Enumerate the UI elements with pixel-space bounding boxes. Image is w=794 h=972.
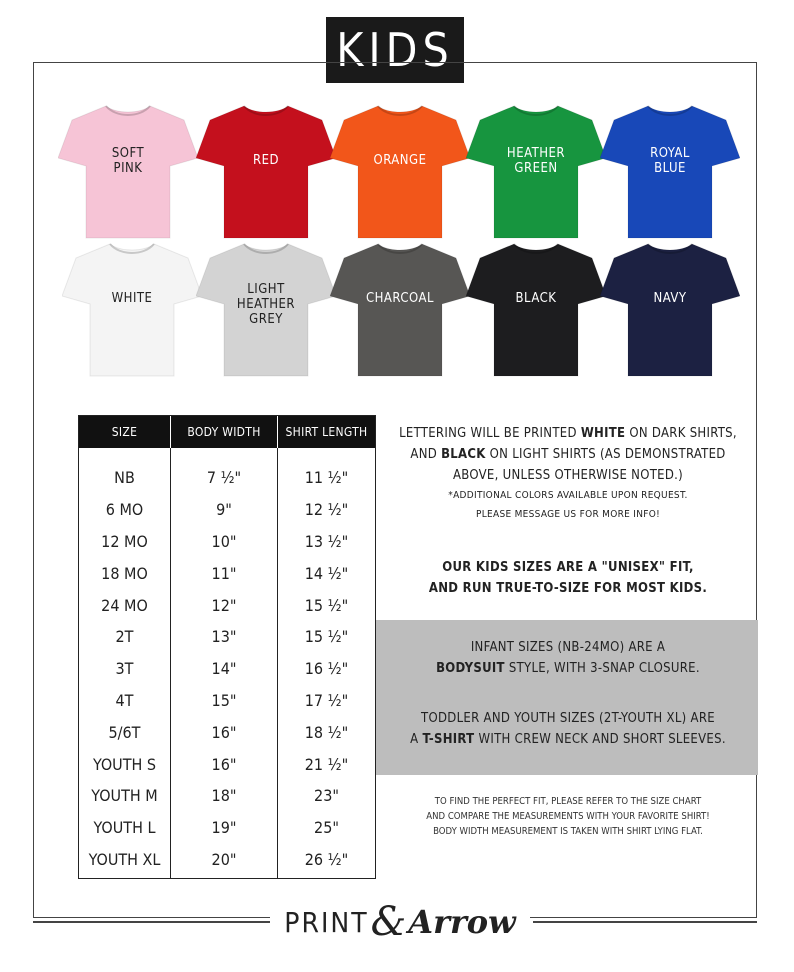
size-table-cell: YOUTH XL — [88, 849, 161, 869]
size-table-cell: 26 ½" — [304, 849, 349, 869]
size-table-cell: 24 MO — [101, 595, 148, 615]
size-table-cell: 19" — [211, 818, 237, 838]
size-table-cell: 3T — [115, 659, 134, 679]
size-table-cell: 12 MO — [101, 531, 148, 551]
size-table-cell: 18 ½" — [304, 722, 349, 742]
lettering-note — [378, 423, 758, 524]
size-chart-body — [79, 448, 375, 878]
fit-note — [378, 557, 758, 599]
brand-ampersand: & — [370, 899, 407, 945]
size-table-cell: YOUTH M — [91, 786, 158, 806]
tshirt-icon — [330, 238, 470, 378]
shirt-swatch — [330, 100, 470, 240]
infant-line-2 — [378, 658, 758, 679]
fine-line-3: BODY WIDTH MEASUREMENT IS TAKEN WITH SHIRT LYING FLAT. — [433, 826, 703, 837]
size-table-cell: YOUTH L — [93, 818, 156, 838]
emphasis-white: WHITE — [580, 426, 626, 441]
shirt-length-column — [278, 448, 375, 878]
size-table-cell: 16" — [211, 722, 237, 742]
shirt-swatch — [330, 238, 470, 378]
footer-divider — [533, 921, 757, 923]
shirt-color-label: SOFT PINK — [111, 146, 145, 176]
page-title: KIDS — [326, 17, 464, 83]
emphasis-bodysuit: BODYSUIT — [436, 661, 505, 676]
shirt-color-label: RED — [252, 153, 280, 168]
size-table-cell: 14 ½" — [304, 563, 349, 583]
size-table-cell: 15 ½" — [304, 627, 349, 647]
header-body-width: BODY WIDTH — [171, 416, 278, 448]
footer-divider — [33, 921, 270, 923]
brand-print: PRINT — [284, 905, 369, 939]
size-table-cell: 23" — [314, 786, 339, 806]
toddler-line-2 — [378, 729, 758, 750]
text: AND — [410, 447, 442, 462]
shirt-swatch — [196, 238, 336, 378]
size-table-cell: 13" — [211, 627, 237, 647]
size-table-cell: 4T — [115, 690, 134, 710]
shirt-color-label: NAVY — [653, 291, 687, 306]
size-table-cell: 25" — [314, 818, 339, 838]
lettering-line-3: ABOVE, UNLESS OTHERWISE NOTED.) — [452, 468, 684, 483]
size-table-cell: 6 MO — [105, 500, 144, 520]
shirt-swatch — [62, 238, 202, 378]
shirt-swatch — [196, 100, 336, 240]
shirt-color-label: LIGHT HEATHER GREY — [236, 282, 296, 327]
size-table-cell: 2T — [115, 627, 134, 647]
size-table-cell: NB — [114, 468, 135, 488]
text: ON DARK SHIRTS, — [625, 426, 737, 441]
size-table-cell: 15" — [211, 690, 237, 710]
size-table-cell: 5/6T — [108, 722, 141, 742]
header-size: SIZE — [79, 416, 171, 448]
size-table-cell: 20" — [211, 849, 237, 869]
size-table-cell: 9" — [216, 500, 232, 520]
shirt-swatch — [466, 100, 606, 240]
size-table-cell: 13 ½" — [304, 531, 349, 551]
size-table-cell: 10" — [211, 531, 237, 551]
fit-line-2: AND RUN TRUE-TO-SIZE FOR MOST KIDS. — [428, 581, 708, 596]
size-table-cell: YOUTH S — [92, 754, 157, 774]
shirt-swatch — [600, 238, 740, 378]
text: WITH CREW NECK AND SHORT SLEEVES. — [474, 732, 726, 747]
shirt-swatch — [600, 100, 740, 240]
lettering-line-2 — [378, 444, 758, 465]
size-chart-header — [79, 416, 375, 448]
size-table-cell: 21 ½" — [304, 754, 349, 774]
size-table-cell: 18 MO — [101, 563, 148, 583]
header-shirt-length: SHIRT LENGTH — [285, 425, 368, 439]
emphasis-tshirt: T-SHIRT — [422, 732, 475, 747]
additional-colors-note: *ADDITIONAL COLORS AVAILABLE UPON REQUEST. — [448, 490, 688, 501]
tshirt-icon — [62, 238, 202, 378]
size-table-cell: 12" — [211, 595, 237, 615]
text: ON LIGHT SHIRTS (AS DEMONSTRATED — [485, 447, 726, 462]
size-table-cell: 16 ½" — [304, 659, 349, 679]
tshirt-icon — [600, 238, 740, 378]
lettering-line-1 — [378, 423, 758, 444]
size-column — [79, 448, 171, 878]
shirt-color-label: HEATHER GREEN — [506, 146, 566, 176]
tshirt-icon — [196, 100, 336, 240]
fine-line-2: AND COMPARE THE MEASUREMENTS WITH YOUR FAVORITE SHIRT! — [426, 811, 710, 822]
infant-note — [378, 637, 758, 679]
fit-instructions — [378, 794, 758, 839]
text: STYLE, WITH 3-SNAP CLOSURE. — [504, 661, 700, 676]
message-us-note: PLEASE MESSAGE US FOR MORE INFO! — [475, 509, 661, 520]
tshirt-icon — [466, 238, 606, 378]
size-table-cell: 14" — [211, 659, 237, 679]
toddler-line-1: TODDLER AND YOUTH SIZES (2T-YOUTH XL) ARE — [421, 711, 715, 726]
fine-line-1: TO FIND THE PERFECT FIT, PLEASE REFER TO THE SIZE CHART — [434, 796, 702, 807]
brand-logo — [270, 897, 530, 947]
shirt-swatch — [466, 238, 606, 378]
size-table-cell: 11 ½" — [304, 468, 349, 488]
size-chart-table — [78, 415, 376, 879]
shirt-color-label: BLACK — [515, 291, 557, 306]
shirt-color-label: WHITE — [111, 291, 153, 306]
shirt-color-label: ROYAL BLUE — [650, 146, 690, 176]
text: LETTERING WILL BE PRINTED — [399, 426, 581, 441]
fit-line-1: OUR KIDS SIZES ARE A "UNISEX" FIT, — [442, 560, 694, 575]
size-table-cell: 12 ½" — [304, 500, 349, 520]
toddler-note — [378, 708, 758, 750]
text: A — [410, 732, 423, 747]
size-table-cell: 16" — [211, 754, 237, 774]
size-table-cell: 7 ½" — [206, 468, 242, 488]
emphasis-black: BLACK — [441, 447, 486, 462]
shirt-color-label: CHARCOAL — [365, 291, 435, 306]
shirt-color-label: ORANGE — [373, 153, 427, 168]
infant-line-1: INFANT SIZES (NB-24MO) ARE A — [470, 640, 666, 655]
body-width-column — [171, 448, 278, 878]
size-table-cell: 11" — [211, 563, 237, 583]
size-table-cell: 18" — [211, 786, 237, 806]
brand-arrow: Arrow — [408, 903, 516, 941]
size-table-cell: 17 ½" — [304, 690, 349, 710]
shirt-swatch — [58, 100, 198, 240]
size-table-cell: 15 ½" — [304, 595, 349, 615]
tshirt-icon — [330, 100, 470, 240]
